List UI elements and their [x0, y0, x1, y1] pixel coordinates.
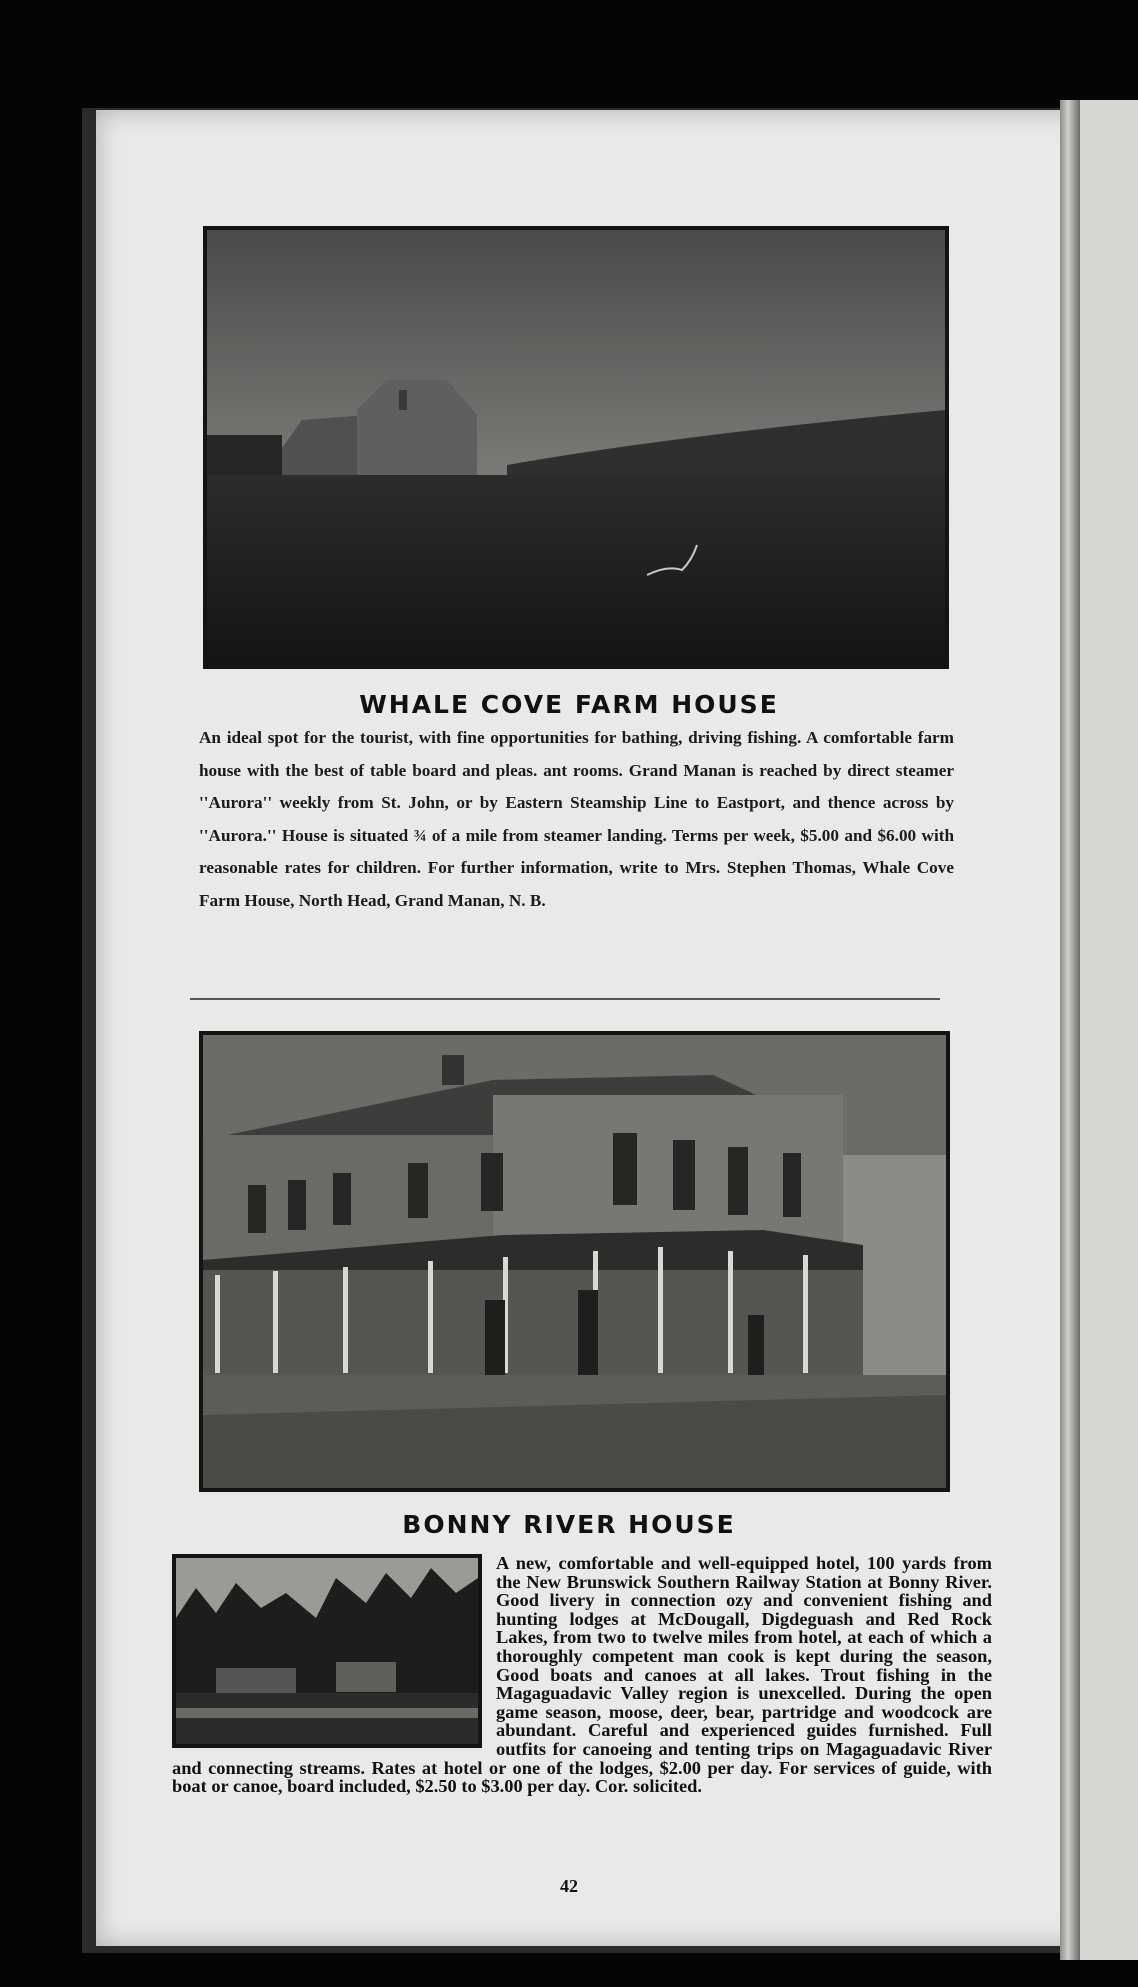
- book-spine: [1060, 100, 1080, 1960]
- whale-cove-title: WHALE COVE FARM HOUSE: [359, 690, 779, 719]
- whale-cove-farm-house-photo: [203, 226, 949, 669]
- bonny-river-description: A new, comfortable and well-equipped hotel, 100 yards from the New Brunswick Southern Railway Station at Bonny River. Good livery in connection ozy and convenient fishing and hunting lodges at McDougall, Digdeguash and Red Rock Lakes, from two to twelve miles from hotel, at each of which a thoroughly competent man cook is kept during the season, Good boats and canoes at all lakes. Trout fishing in the Magaguadavic Valley region is unexcelled. During the open game season, moose, deer, bear, partridge and woodcock are abundant. Careful and experienced guides furnished. Full outfits for canoeing and tenting trips on Magaguadavic River and connecting streams. Rates at hotel or one of the lodges, $2.00 per day. For services of guide, with boat or canoe, board included, $2.50 to $3.00 per day. Cor. solicited.: [172, 1553, 992, 1797]
- bonny-river-house-photo: [199, 1031, 950, 1492]
- section-divider: [190, 998, 940, 1000]
- bonny-river-body: [172, 1554, 992, 1796]
- page-number: 42: [560, 1876, 578, 1896]
- whale-cove-description: An ideal spot for the tourist, with fine opportunities for bathing, driving fishing. A comfortable farm house with the best of table board and pleas. ant rooms. Grand Manan is reached by direct steamer ''Aurora'' weekly from St. John, or by Eastern Steamship Line to Eastport, and thence across by ''Aurora.'' House is situated ¾ of a mile from steamer landing. Terms per week, $5.00 and $6.00 with reasonable rates for children. For further information, write to Mrs. Stephen Thomas, Whale Cove Farm House, North Head, Grand Manan, N. B.: [199, 728, 954, 910]
- bonny-river-title: BONNY RIVER HOUSE: [402, 1510, 736, 1539]
- bonny-river-lodge-photo: [172, 1554, 482, 1748]
- adjacent-page: [1080, 100, 1138, 1960]
